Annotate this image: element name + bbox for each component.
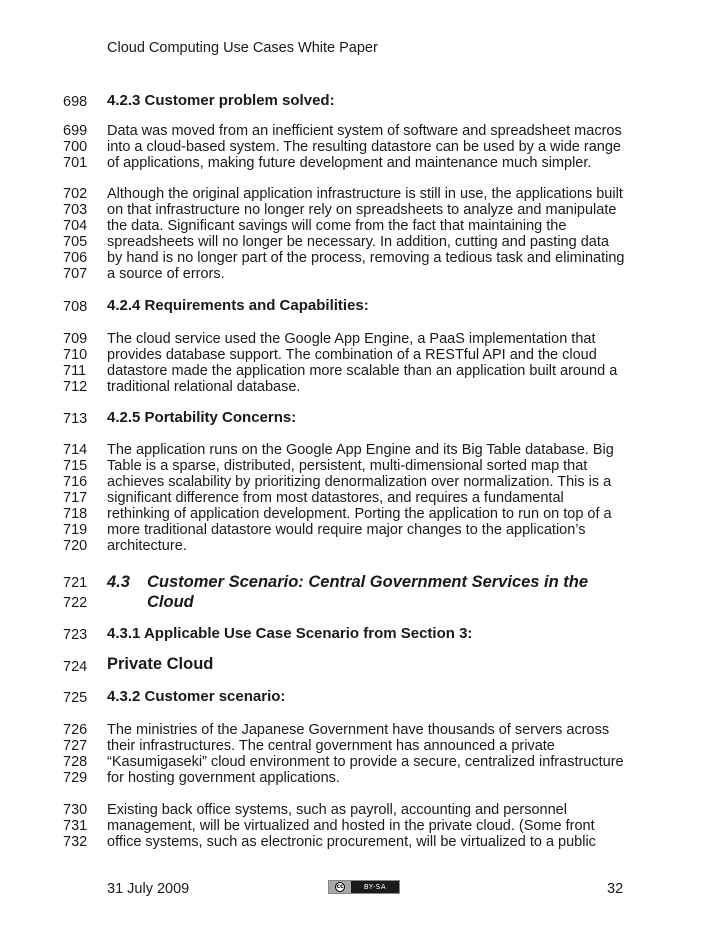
body-text-line: significant difference from most datastores, and requires a fundamental [107,490,564,506]
body-text-line: traditional relational database. [107,379,301,395]
body-text-line: rethinking of application development. Porting the application to run on top of a [107,506,612,522]
line-number: 722 [63,595,88,611]
line-number: 728 [63,754,88,770]
body-text-line: of applications, making future development and maintenance much simpler. [107,155,592,171]
body-text-line: Data was moved from an inefficient system of software and spreadsheet macros [107,123,622,139]
section-title-line-1: Customer Scenario: Central Government Services in the [147,573,589,591]
line-number: 698 [63,94,88,110]
subsection-heading: 4.2.4 Requirements and Capabilities: [107,297,369,314]
section-title-line-2: Cloud [147,593,194,611]
line-number: 706 [63,250,88,266]
line-number: 705 [63,234,88,250]
body-text-line: achieves scalability by prioritizing denormalization over normalization. This is a [107,474,612,490]
body-text-line: into a cloud-based system. The resulting datastore can be used by a wide range [107,139,621,155]
line-number: 720 [63,538,88,554]
line-number: 730 [63,802,88,818]
body-text-line: Although the original application infrastructure is still in use, the applications built [107,186,623,202]
creative-commons-icon: cc [336,883,344,890]
subsection-heading: 4.3.2 Customer scenario: [107,688,286,705]
line-number: 726 [63,722,88,738]
line-number: 710 [63,347,88,363]
line-number: 699 [63,123,88,139]
line-number: 701 [63,155,88,171]
line-number: 729 [63,770,88,786]
body-text-line: architecture. [107,538,187,554]
footer-date: 31 July 2009 [107,881,190,897]
body-text-line: the data. Significant savings will come from the fact that maintaining the [107,218,567,234]
body-text-line: datastore made the application more scalable than an application built around a [107,363,618,379]
line-number: 721 [63,575,88,591]
line-number: 709 [63,331,88,347]
line-number: 715 [63,458,88,474]
line-number: 719 [63,522,88,538]
page-header: Cloud Computing Use Cases White Paper [107,40,378,56]
line-number: 700 [63,139,88,155]
body-text-line: more traditional datastore would require major changes to the application’s [107,522,586,538]
line-number: 725 [63,690,88,706]
body-text-line: Table is a sparse, distributed, persistent, multi-dimensional sorted map that [107,458,588,474]
body-text-line: by hand is no longer part of the process, removing a tedious task and eliminating [107,250,625,266]
body-text-line: The cloud service used the Google App Engine, a PaaS implementation that [107,331,596,347]
body-text-line: “Kasumigaseki” cloud environment to provide a secure, centralized infrastructure [107,754,624,770]
line-number: 718 [63,506,88,522]
license-label: BY-SA [363,883,387,891]
body-text-line: for hosting government applications. [107,770,340,786]
subsection-heading: 4.2.3 Customer problem solved: [107,92,335,109]
body-text-line: a source of errors. [107,266,225,282]
body-text-line: their infrastructures. The central government has announced a private [107,738,555,754]
line-number: 717 [63,490,88,506]
body-text-line: on that infrastructure no longer rely on spreadsheets to analyze and manipulate [107,202,617,218]
subsection-heading: 4.2.5 Portability Concerns: [107,409,297,426]
cc-license-badge [328,880,400,894]
line-number: 714 [63,442,88,458]
body-text-line: The application runs on the Google App Engine and its Big Table database. Big [107,442,614,458]
line-number: 711 [63,363,87,379]
body-text-line: management, will be virtualized and hosted in the private cloud. (Some front [107,818,595,834]
line-number: 727 [63,738,88,754]
section-number: 4.3 [107,573,130,591]
private-cloud-heading: Private Cloud [107,655,214,673]
line-number: 708 [63,299,88,315]
line-number: 707 [63,266,88,282]
line-number: 703 [63,202,88,218]
line-number: 713 [63,411,88,427]
body-text-line: Existing back office systems, such as payroll, accounting and personnel [107,802,567,818]
line-number: 716 [63,474,88,490]
line-number: 731 [63,818,88,834]
line-number: 732 [63,834,88,850]
body-text-line: spreadsheets will no longer be necessary. In addition, cutting and pasting data [107,234,609,250]
line-number: 712 [63,379,88,395]
line-number: 704 [63,218,88,234]
line-number: 702 [63,186,88,202]
footer-page-number: 32 [607,881,624,897]
line-number: 723 [63,627,88,643]
subsection-heading: 4.3.1 Applicable Use Case Scenario from Section 3: [107,625,473,642]
body-text-line: provides database support. The combination of a RESTful API and the cloud [107,347,597,363]
section-heading-4-3 [0,572,728,614]
body-text-line: The ministries of the Japanese Government have thousands of servers across [107,722,610,738]
body-text-line: office systems, such as electronic procurement, will be virtualized to a public [107,834,596,850]
line-number: 724 [63,659,88,675]
